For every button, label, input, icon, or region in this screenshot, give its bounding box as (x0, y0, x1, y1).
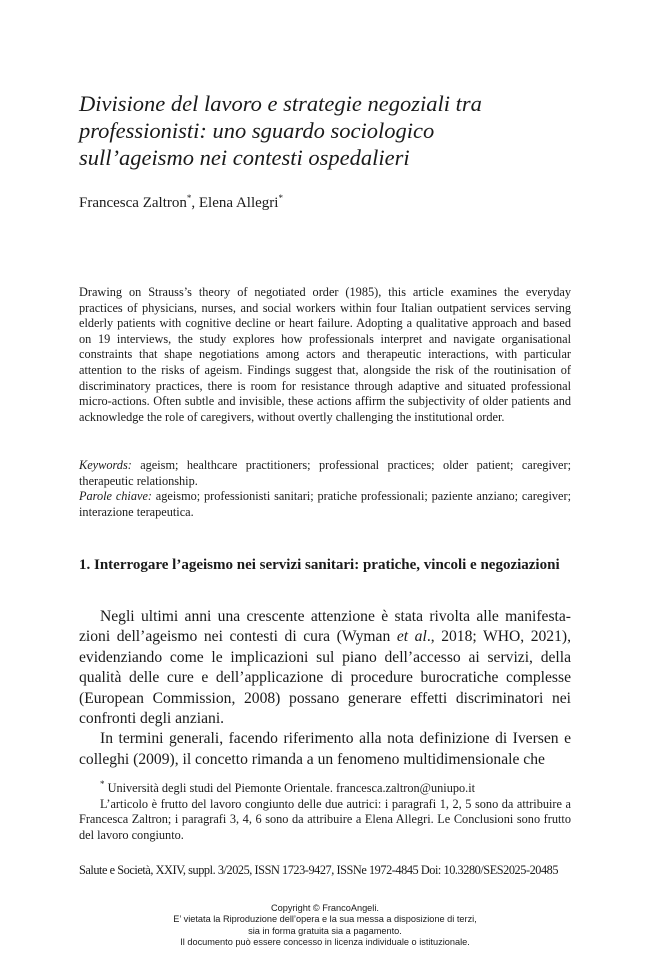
copyright-line: sia in forma gratuita sia a pagamento. (248, 925, 402, 936)
copyright-notice (0, 903, 650, 949)
parole-chiave-label: Parole chiave: (79, 489, 152, 504)
paragraph-text: Negli ultimi anni una crescente attenzione è stata rivolta alle manifestazioni dell’ageismo nei contesti di cura (Wyman (79, 608, 571, 646)
footnote-mark: * (278, 193, 283, 203)
author-list (79, 193, 283, 213)
body-text (79, 607, 571, 770)
title-line: sull’ageismo nei contesti ospedalieri (79, 145, 410, 170)
keywords-label: Keywords: (79, 458, 132, 472)
affiliation-text: Università degli studi del Piemonte Orientale. francesca.zaltron@uniupo.it (104, 781, 476, 795)
footnote-mark: * (100, 778, 105, 789)
keywords-it (79, 489, 571, 520)
footnote-contribution: L’articolo è frutto del lavoro congiunto delle due autrici: i paragrafi 1, 2, 5 sono da attribuire a Francesca Zaltron; i paragrafi 3, 4, 6 sono da attribuire a Elena Allegri. Le Conclusioni sono frutto del lavoro congiunto. (79, 796, 571, 842)
article-title (79, 90, 559, 171)
keywords-text: ageism; healthcare practitioners; professional practices; older patient; caregiver; therapeutic relationship. (79, 458, 571, 488)
footnote-affiliation (79, 778, 571, 797)
footnotes (79, 778, 571, 843)
title-line: Divisione del lavoro e strategie negoziali tra (79, 91, 482, 116)
body-paragraph: In termini generali, facendo riferimento alla nota definizione di Iversen e colleghi (2009), il concetto rimanda a un fenomeno multidimensionale che (79, 730, 571, 768)
footnote-mark: * (186, 193, 192, 203)
paragraph-italic: et al (396, 628, 427, 646)
copyright-line: Copyright © FrancoAngeli. (271, 903, 379, 913)
author-name: Francesca Zaltron (79, 195, 187, 211)
keywords-en (79, 458, 571, 489)
title-line: professionisti: uno sguardo sociologico (79, 118, 435, 143)
section-heading: 1. Interrogare l’ageismo nei servizi sanitari: pratiche, vincoli e negoziazioni (79, 557, 560, 573)
author-separator: , (191, 195, 199, 211)
body-paragraph (79, 607, 571, 729)
journal-citation: Salute e Società, XXIV, suppl. 3/2025, ISSN 1723-9427, ISSNe 1972-4845 Doi: 10.3280/SES2025-20485 (79, 863, 559, 877)
keywords-block (79, 458, 571, 520)
parole-chiave-text: ageismo; professionisti sanitari; pratiche professionali; paziente anziano; caregiver; interazione terapeutica. (79, 489, 571, 519)
paragraph-text: ., 2018; WHO, 2021), evidenziando come le implicazioni sul piano dell’accesso ai servizi, della qualità delle cure e dell’applicazione di procedure burocratiche complesse (European Commission, 2008) possano generare effetti discriminatori nei confronti degli anziani. (79, 628, 571, 728)
author-name: Elena Allegri (198, 195, 279, 211)
copyright-line: Il documento può essere concesso in licenza individuale o istituzionale. (180, 937, 470, 948)
abstract: Drawing on Strauss’s theory of negotiated order (1985), this article examines the everyday practices of physicians, nurses, and social workers within four Italian outpatient services serving elderly patients with cognitive decline or heart failure. Adopting a qualitative approach and based on 19 interviews, the study explores how professionals interpret and navigate organisational constraints that shape negotiations among actors and therapeutic interactions, with particular attention to the risks of ageism. Findings suggest that, alongside the risk of the routinisation of discriminatory practices, there is room for resistance through adaptive and situated professional micro-actions. Often subtle and invisible, these actions affirm the subjectivity of older patients and acknowledge the role of caregivers, without overtly challenging the institutional order. (79, 285, 571, 424)
copyright-line: E’ vietata la Riproduzione dell’opera e la sua messa a disposizione di terzi, (173, 914, 477, 925)
